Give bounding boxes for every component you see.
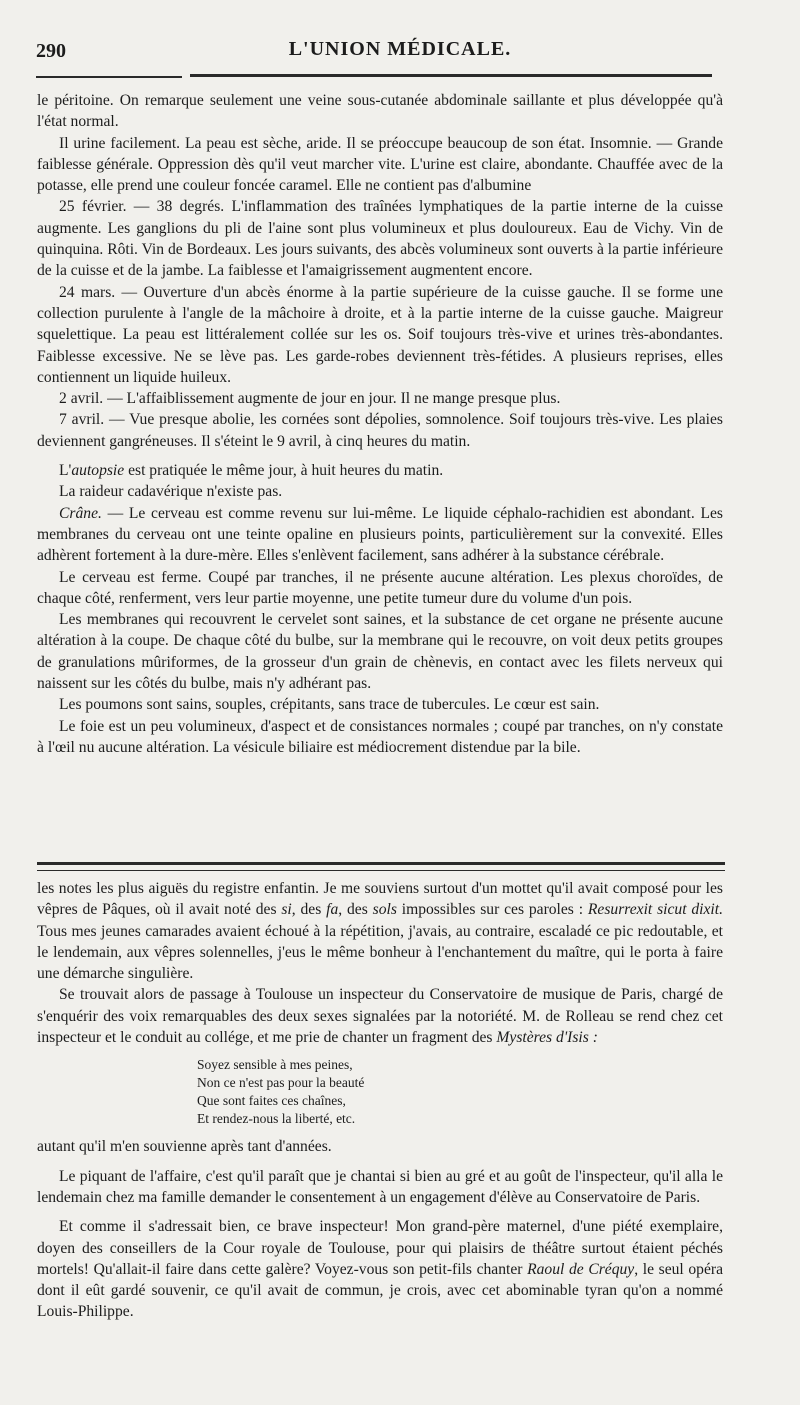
feuilleton-body xyxy=(37,878,723,1323)
paragraph xyxy=(37,878,723,984)
italic-text: Resurrexit sicut dixit. xyxy=(587,901,723,919)
italic-text: Raoul de Créquy xyxy=(527,1260,635,1278)
verse-line: Et rendez-nous la liberté, etc. xyxy=(197,1111,356,1127)
italic-text: autopsie xyxy=(71,462,125,480)
page-number: 290 xyxy=(36,40,66,62)
header-rule-right xyxy=(190,74,712,77)
paragraph: 25 février. — 38 degrés. L'inflammation des traînées lymphatiques de la partie interne de la cuisse augmente. Les ganglions du pli de l'aine sont plus volumineux et plus douloureux. Eau de Vichy. Vin de quinquina. Rôti. Vin de Bordeaux. Les jours suivants, des abcès volumineux sont ouverts à la partie inférieure de la cuisse et de la jambe. La faiblesse et l'amaigrissement augmentent encore. xyxy=(37,198,723,280)
text-run: , le seul opéra dont il eût gardé souvenir, ce qu'il avait de commun, je crois, avec cet abominable tyran qu'on a nommé Louis-Philippe. xyxy=(37,1260,723,1321)
paragraph: le péritoine. On remarque seulement une veine sous-cutanée abdominale saillante et plus développée qu'à l'état normal. xyxy=(37,92,723,131)
header-rule-left xyxy=(36,76,182,78)
paragraph: Il urine facilement. La peau est sèche, aride. Il se préoccupe beaucoup de son état. Insomnie. — Grande faiblesse générale. Oppression dès qu'il veut marcher vite. L'urine est claire, abondante. Chauffée avec de la potasse, elle prend une couleur foncée caramel. Elle ne contient pas d'albumine xyxy=(37,134,723,195)
running-title: L'UNION MÉDICALE. xyxy=(288,38,512,60)
text-run: , des xyxy=(338,901,373,919)
italic-text: Mystères d'Isis : xyxy=(496,1029,598,1047)
italic-text: sols xyxy=(372,901,397,919)
paragraph xyxy=(37,460,723,481)
paragraph: Le foie est un peu volumineux, d'aspect et de consistances normales ; coupé par tranches, on n'y constate à l'œil nu aucune altération. La vésicule biliaire est médiocrement distendue par la bile. xyxy=(37,717,723,756)
medical-report-body xyxy=(37,90,723,758)
paragraph xyxy=(37,984,723,1048)
italic-text: Crâne. xyxy=(59,504,102,522)
paragraph: Les membranes qui recouvrent le cervelet sont saines, et la substance de cet organe ne présente aucune altération à la coupe. De chaque côté du bulbe, sur la membrane qui le recouvre, on voit deux petits groupes de granulations mûriformes, de la grosseur d'un grain de chènevis, en contact avec les filets nerveux qui naissent sur les côtés du bulbe, mais n'y adhérant pas. xyxy=(37,611,723,693)
paragraph: Le piquant de l'affaire, c'est qu'il paraît que je chantai si bien au gré et au goût de l'inspecteur, qu'il alla le lendemain chez ma famille demander le consentement à un engagement d'élève au Conservatoire de Paris. xyxy=(37,1167,723,1206)
paragraph: Les poumons sont sains, souples, crépitants, sans trace de tubercules. Le cœur est sain. xyxy=(59,696,600,714)
text-run: Et comme il s'adressait bien, ce brave inspecteur! Mon grand-père maternel, d'une piété exemplaire, doyen des conseillers de la Cour royale de Toulouse, pour qui plaisirs de théâtre surtout étaient péchés mortels! Qu'allait-il faire dans cette galère? Voyez-vous son petit-fils chanter xyxy=(37,1218,723,1278)
paragraph: 7 avril. — Vue presque abolie, les cornées sont dépolies, somnolence. Soif toujours très-vive. Les plaies deviennent gangréneuses. Il s'éteint le 9 avril, à cinq heures du matin. xyxy=(37,411,723,450)
text-run: les notes les plus aiguës du registre enfantin. Je me souviens surtout d'un mottet qu'il avait composé pour les vêpres de Pâques, où il avait noté des xyxy=(37,880,723,919)
text-run: impossibles sur ces paroles : xyxy=(396,901,588,919)
text-run: est pratiquée le même jour, à huit heures du matin. xyxy=(124,462,444,480)
verse-line: Que sont faites ces chaînes, xyxy=(197,1093,346,1109)
verse-quote xyxy=(197,1056,723,1128)
paragraph: Le cerveau est ferme. Coupé par tranches, il ne présente aucune altération. Les plexus choroïdes, de chaque côté, renferment, vers leur partie moyenne, une petite tumeur dure du volume d'un pois. xyxy=(37,568,723,607)
italic-text: fa xyxy=(326,901,339,919)
text-run: , des xyxy=(291,901,327,919)
verse-line: Soyez sensible à mes peines, xyxy=(197,1057,353,1073)
paragraph: La raideur cadavérique n'existe pas. xyxy=(59,483,283,501)
paragraph: 24 mars. — Ouverture d'un abcès énorme à la partie supérieure de la cuisse gauche. Il se forme une collection purulente à l'angle de la mâchoire à droite, et à la partie interne de la cuisse gauche. Maigreur squelettique. La peau est littéralement collée sur les os. Soif toujours très-vive et urines très-abondantes. Faiblesse excessive. Ne se lève pas. Les garde-robes deviennent très-fétides. A plusieurs reprises, elles contiennent un liquide huileux. xyxy=(37,283,723,386)
text-run: Se trouvait alors de passage à Toulouse un inspecteur du Conservatoire de musique de Paris, chargé de s'enquérir des voix remarquables des deux sexes signalées par la notoriété. M. de Rolleau se rend chez cet inspecteur et le conduit au collége, et me prie de chanter un fragment des xyxy=(37,986,723,1047)
text-run: — Le cerveau est comme revenu sur lui-même. Le liquide céphalo-rachidien est abondant. Les membranes du cerveau ont une teinte opaline en plusieurs points, particulièrement sur la convexité. Elles adhèrent fortement à la dure-mère. Elles s'enlèvent facilement, sans adhérer à la substance cérébrale. xyxy=(37,504,723,565)
text-run: L' xyxy=(59,462,72,480)
feuilleton-divider xyxy=(37,862,725,871)
text-run: Tous mes jeunes camarades avaient échoué à la répétition, j'avais, au contraire, escaladé ce pic redoutable, et le lendemain, aux vêpres solennelles, j'eus le même bonheur à l'enchantement du maître, qui le porta à faire une démarche singulière. xyxy=(37,922,723,983)
paragraph: 2 avril. — L'affaiblissement augmente de jour en jour. Il ne mange presque plus. xyxy=(59,390,561,408)
paragraph xyxy=(37,503,723,567)
paragraph xyxy=(37,1216,723,1322)
paragraph: autant qu'il m'en souvienne après tant d'années. xyxy=(37,1138,332,1156)
italic-text: si xyxy=(281,901,292,919)
verse-line: Non ce n'est pas pour la beauté xyxy=(197,1075,365,1091)
